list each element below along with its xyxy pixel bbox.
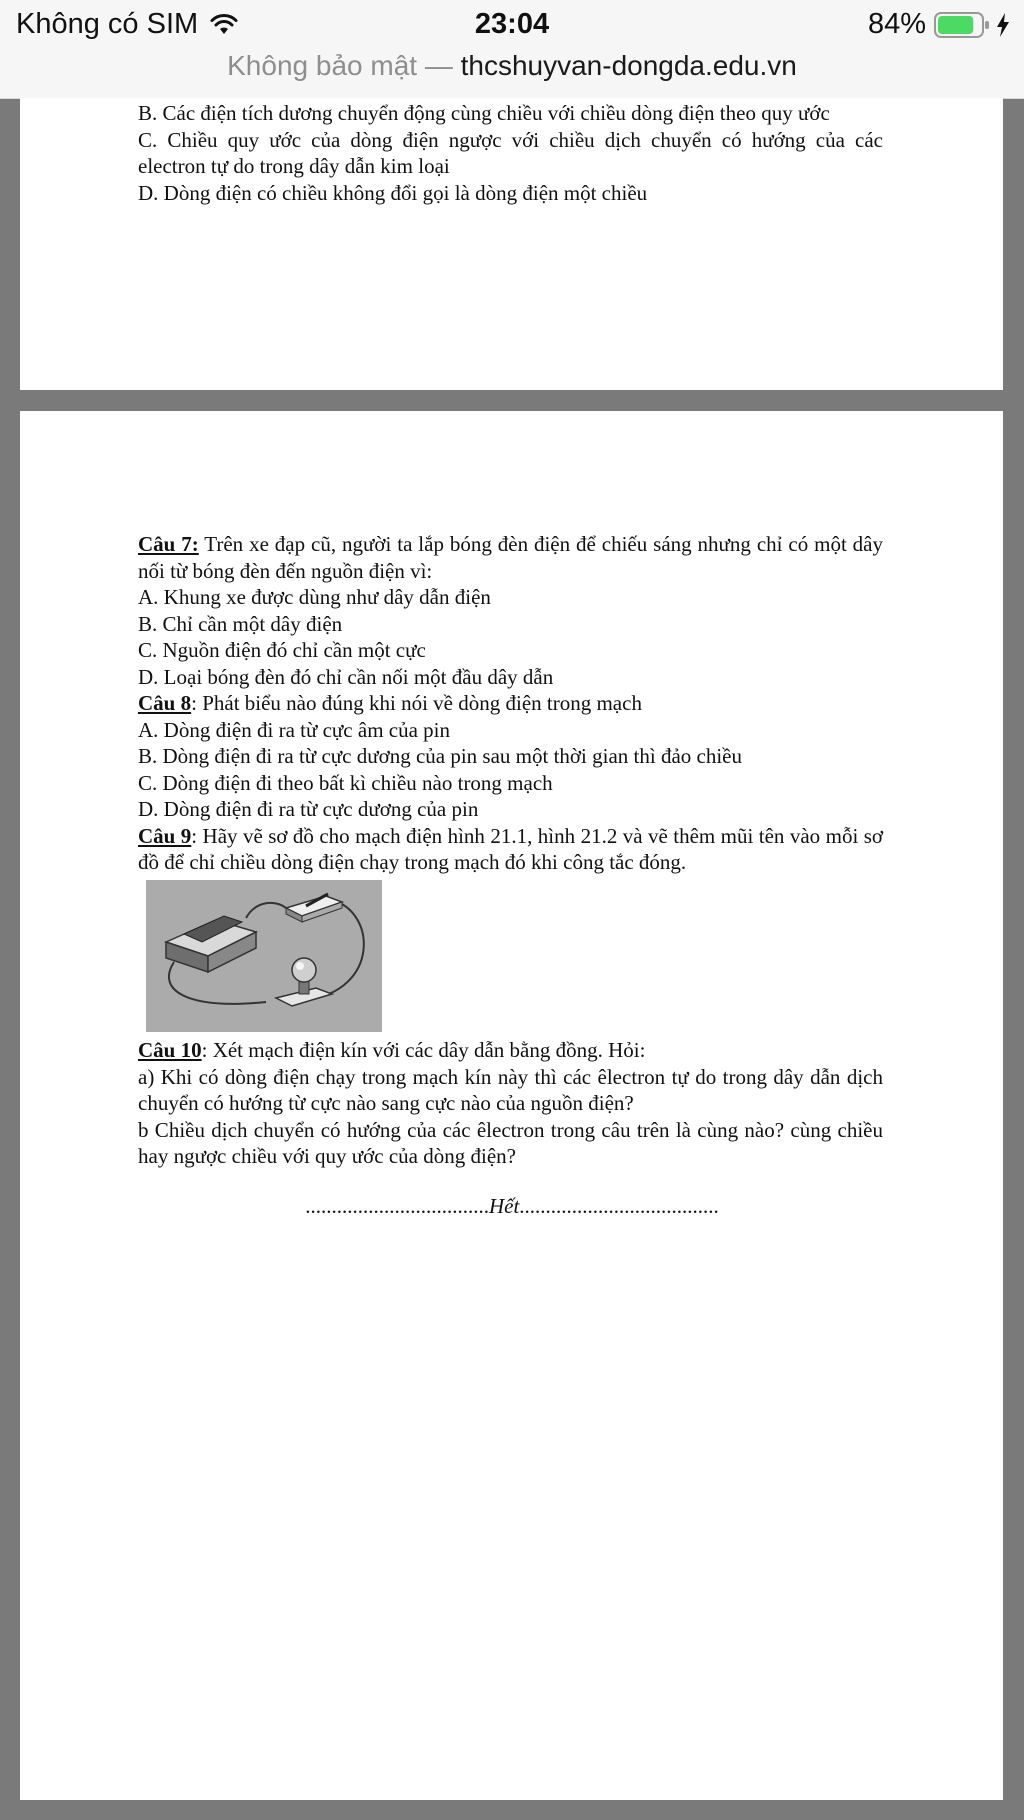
- question-9: [138, 823, 883, 876]
- page1-line-c: C. Chiều quy ước của dòng điện ngược với chiều dịch chuyển có hướng của các electron tự do trong dây dẫn kim loại: [138, 127, 883, 178]
- battery-icon: [934, 12, 990, 38]
- question-10-part-b: b Chiều dịch chuyển có hướng của các êlectron trong câu trên là cùng nào? cùng chiều hay ngược chiều với quy ước của dòng điện?: [138, 1117, 883, 1168]
- carrier-label: Không có SIM: [16, 8, 199, 40]
- q7-option-a: A. Khung xe được dùng như dây dẫn điện: [138, 585, 491, 609]
- end-dots-left: ...................................: [305, 1194, 489, 1218]
- page1-text: [138, 100, 883, 206]
- q7-option-c: C. Nguồn điện đó chỉ cần một cực: [138, 638, 426, 662]
- question-8-text: : Phát biểu nào đúng khi nói về dòng điện trong mạch: [191, 691, 642, 715]
- question-10-block: [138, 1037, 883, 1170]
- status-right: [868, 8, 1010, 41]
- page1-line-b: B. Các điện tích dương chuyển động cùng chiều với chiều dòng điện theo quy ước: [138, 101, 830, 125]
- q7-option-d: D. Loại bóng đèn đó chỉ cần nối một đầu dây dẫn: [138, 664, 554, 689]
- url-host: thcshuyvan-dongda.edu.vn: [460, 50, 797, 81]
- question-8: [138, 690, 883, 717]
- q8-option-d: D. Dòng điện đi ra từ cực dương của pin: [138, 797, 479, 821]
- question-10-label: Câu 10: [138, 1038, 202, 1062]
- end-dots-right: ......................................: [519, 1194, 719, 1218]
- q8-option-a: A. Dòng điện đi ra từ cực âm của pin: [138, 717, 451, 742]
- end-word: Hết: [488, 1194, 520, 1218]
- clock: 23:04: [474, 8, 550, 40]
- question-10-part-a: a) Khi có dòng điện chạy trong mạch kín này thì các êlectron tự do trong dây dẫn dịch chuyển có hướng từ cực nào sang cực nào của nguồn điện?: [138, 1064, 883, 1115]
- question-10: [138, 1037, 883, 1064]
- security-label: Không bảo mật: [227, 50, 418, 81]
- question-7-to-9: [138, 531, 883, 876]
- browser-top-bar: [0, 0, 1024, 99]
- q8-option-b: B. Dòng điện đi ra từ cực dương của pin sau một thời gian thì đảo chiều: [138, 744, 742, 768]
- question-9-label: Câu 9: [138, 823, 192, 848]
- q7-option-b: B. Chỉ cần một dây điện: [138, 611, 343, 636]
- end-of-test: [0, 1194, 1024, 1219]
- bolt-icon: [996, 13, 1010, 37]
- battery-percent: 84%: [867, 8, 926, 40]
- question-9-text: : Hãy vẽ sơ đồ cho mạch điện hình 21.1, hình 21.2 và vẽ thêm mũi tên vào mỗi sơ đồ để chỉ chiều dòng điện chạy trong mạch đó khi công tắc đóng.: [138, 823, 883, 874]
- question-8-label: Câu 8: [138, 691, 192, 715]
- question-7: [138, 531, 883, 584]
- page1-line-d: D. Dòng điện có chiều không đổi gọi là dòng điện một chiều: [138, 180, 648, 205]
- url-separator: —: [424, 50, 453, 81]
- question-7-label: Câu 7:: [138, 532, 199, 556]
- question-10-text: : Xét mạch điện kín với các dây dẫn bằng đồng. Hỏi:: [201, 1038, 646, 1062]
- circuit-photo: [146, 880, 382, 1032]
- q8-option-c: C. Dòng điện đi theo bất kì chiều nào trong mạch: [138, 770, 553, 795]
- address-bar[interactable]: [0, 50, 1024, 82]
- question-7-text: Trên xe đạp cũ, người ta lắp bóng đèn điện để chiếu sáng nhưng chỉ có một dây nối từ bóng đèn đến nguồn điện vì:: [138, 532, 883, 583]
